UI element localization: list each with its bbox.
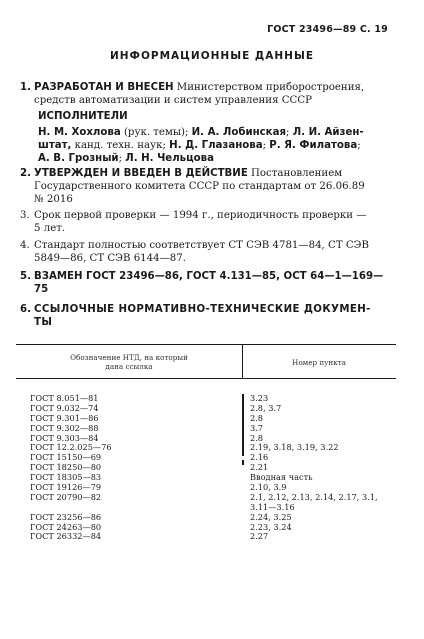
section-2 (20, 168, 392, 206)
page-title: ИНФОРМАЦИОННЫЕ ДАННЫЕ (109, 50, 315, 62)
cell-items: 3.11—3.16 (250, 501, 295, 512)
section-3-number: 3. (20, 210, 30, 221)
cell-document: ГОСТ 12.2.025—76 (30, 442, 112, 453)
cell-document: ГОСТ 18305—83 (30, 472, 102, 483)
cell-items: 3.23 (250, 393, 269, 403)
cell-document: ГОСТ 8.051—81 (30, 393, 99, 403)
section-5 (20, 271, 392, 297)
table-row (16, 493, 396, 503)
references-table (16, 344, 396, 542)
section-1-text-1: Министерством приборостроения, (173, 82, 365, 93)
cell-items: 2.16 (250, 452, 269, 463)
separator: ; (357, 140, 361, 152)
separator: ; (286, 127, 293, 138)
cell-items: 2.8 (250, 412, 264, 423)
section-1-number: 1. (20, 82, 31, 93)
cell-items: 2.19, 3.18, 3.19, 3.22 (250, 442, 339, 453)
cell-items: 2.24, 3.25 (250, 511, 292, 522)
column-header-items: Номер пункта (292, 358, 346, 367)
table-row (16, 532, 396, 542)
cell-document: ГОСТ 9.303—84 (30, 432, 99, 443)
section-2-text-3: № 2016 (34, 193, 73, 205)
section-1 (20, 82, 392, 108)
section-2-number: 2. (20, 168, 31, 179)
cell-document: ГОСТ 24263—80 (30, 521, 102, 532)
section-4-text-2: 5849—86, СТ СЭВ 6144—87. (34, 252, 187, 264)
cell-items: Вводная часть (250, 472, 313, 483)
section-1-heading: РАЗРАБОТАН И ВНЕСЕН (34, 82, 174, 93)
executor-name: Р. Я. Филатова (269, 140, 358, 152)
cell-items: 2.27 (250, 531, 269, 542)
separator: ; (118, 153, 126, 165)
cell-items: 3.7 (250, 422, 264, 433)
page-header: ГОСТ 23496—89 С. 19 (267, 24, 388, 35)
section-2-text-1: Постановлением (247, 168, 343, 179)
cell-document: ГОСТ 9.301—86 (30, 412, 99, 423)
section-5-text-1: ВЗАМЕН ГОСТ 23496—86, ГОСТ 4.131—85, ОСТ 64—1—169— (34, 271, 384, 282)
separator: ; (262, 140, 270, 152)
cell-items: 2.8 (250, 432, 264, 443)
section-3-text-1: Срок первой проверки — 1994 г., периодичность проверки — (34, 210, 367, 221)
executors-heading: ИСПОЛНИТЕЛИ (38, 111, 128, 122)
executor-role: канд. техн. наук; (71, 140, 170, 152)
section-3-text-2: 5 лет. (34, 222, 66, 234)
executor-name: И. А. Лобинская (191, 127, 287, 138)
section-2-text-2: Государственного комитета СССР по стандартам от 26.06.89 (34, 180, 365, 192)
executor-name: Л. Н. Чельцова (125, 153, 214, 165)
column-header-document: Обозначение НТД, на который дана ссылка (70, 353, 188, 371)
section-4-text-1: Стандарт полностью соответствует СТ СЭВ 4781—84, СТ СЭВ (34, 240, 369, 251)
section-6 (20, 304, 392, 330)
executor-name: Л. И. Айзен- (292, 127, 364, 138)
cell-items: 2.23, 3.24 (250, 521, 292, 532)
cell-items: 2.10, 3.9 (250, 482, 287, 493)
cell-items: 2.1, 2.12, 2.13, 2.14, 2.17, 3.1, (250, 491, 378, 502)
section-1-text-2: средств автоматизации и систем управления СССР (34, 94, 313, 106)
table-top-rule (16, 344, 396, 345)
executor-name: штат, (38, 140, 72, 152)
executor-role: (рук. темы); (120, 127, 192, 138)
cell-document: ГОСТ 15150—69 (30, 452, 102, 463)
cell-document: ГОСТ 23256—86 (30, 511, 102, 522)
executors-list (38, 126, 392, 166)
cell-items: 2.21 (250, 462, 269, 473)
cell-document: ГОСТ 19126—79 (30, 482, 102, 493)
section-4-number: 4. (20, 240, 30, 251)
cell-document: ГОСТ 18250—80 (30, 462, 102, 473)
cell-items: 2.8, 3.7 (250, 402, 282, 413)
section-6-text-2: ТЫ (34, 316, 53, 328)
section-5-text-2: 75 (34, 283, 49, 295)
section-3 (20, 210, 392, 236)
section-2-heading: УТВЕРЖДЕН И ВВЕДЕН В ДЕЙСТВИЕ (34, 168, 248, 179)
section-4 (20, 240, 392, 266)
cell-document: ГОСТ 9.032—74 (30, 402, 99, 413)
section-6-number: 6. (20, 304, 31, 315)
executor-name: Н. Д. Глазанова (169, 140, 263, 152)
table-body (16, 394, 396, 542)
cell-document: ГОСТ 20790—82 (30, 491, 102, 502)
section-6-text-1: ССЫЛОЧНЫЕ НОРМАТИВНО-ТЕХНИЧЕСКИЕ ДОКУМЕН- (34, 304, 371, 315)
cell-document: ГОСТ 26332—84 (30, 531, 102, 542)
cell-document: ГОСТ 9.302—88 (30, 422, 99, 433)
section-5-number: 5. (20, 271, 31, 282)
executor-name: А. В. Грозный (38, 153, 119, 165)
executor-name: Н. М. Хохлова (38, 127, 121, 138)
table-header-rule (16, 378, 396, 379)
